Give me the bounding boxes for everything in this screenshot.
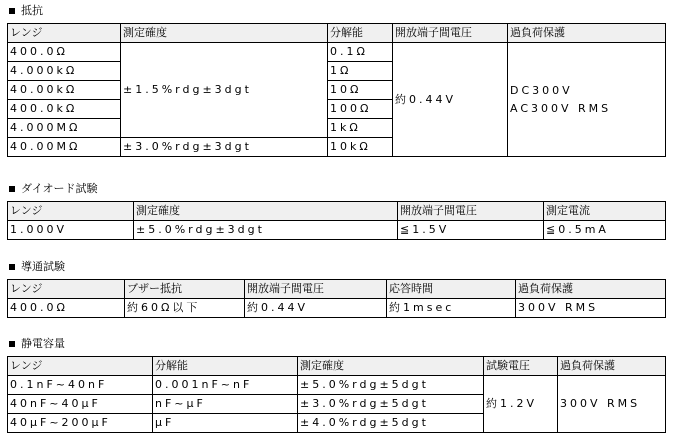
- column-header: 過負荷保護: [558, 357, 666, 376]
- section-title: 抵抗: [21, 4, 43, 17]
- current-cell: ≦0.5mA: [544, 221, 666, 240]
- column-header: 試験電圧: [484, 357, 558, 376]
- section-diode-test: [7, 181, 666, 240]
- column-header: 測定確度: [121, 24, 328, 43]
- table-header-row: [8, 24, 666, 43]
- column-header: 測定確度: [298, 357, 484, 376]
- range-cell: 40.00kΩ: [8, 81, 121, 100]
- column-header: レンジ: [8, 202, 134, 221]
- range-cell: 400.0kΩ: [8, 100, 121, 119]
- overload-cell: 300V RMS: [516, 299, 666, 318]
- accuracy-cell: ±4.0%rdg±5dgt: [298, 414, 484, 433]
- bullet-square-icon: [9, 264, 15, 270]
- bullet-square-icon: [9, 8, 15, 14]
- open-voltage-cell: 約0.44V: [393, 43, 508, 157]
- resolution-cell: nF~μF: [153, 395, 298, 414]
- column-header: 開放端子間電圧: [398, 202, 544, 221]
- section-resistance: [7, 3, 666, 157]
- column-header: 応答時間: [387, 280, 516, 299]
- capacitance-table: [7, 356, 666, 433]
- resolution-cell: 1kΩ: [328, 119, 393, 138]
- table-row: [8, 376, 666, 395]
- resolution-cell: 10kΩ: [328, 138, 393, 157]
- range-cell: 40.00MΩ: [8, 138, 121, 157]
- resolution-cell: 0.001nF~nF: [153, 376, 298, 395]
- section-capacitance: [7, 336, 666, 433]
- table-row: [8, 43, 666, 62]
- column-header: レンジ: [8, 357, 153, 376]
- resolution-cell: 100Ω: [328, 100, 393, 119]
- table-row: [8, 221, 666, 240]
- overload-cell: [508, 43, 666, 157]
- section-heading: [7, 3, 666, 19]
- section-heading: [7, 259, 666, 275]
- column-header: 開放端子間電圧: [245, 280, 387, 299]
- accuracy-cell: ±3.0%rdg±3dgt: [121, 138, 328, 157]
- table-header-row: [8, 357, 666, 376]
- column-header: 分解能: [153, 357, 298, 376]
- bullet-square-icon: [9, 186, 15, 192]
- section-heading: [7, 336, 666, 352]
- open-voltage-cell: ≦1.5V: [398, 221, 544, 240]
- column-header: 分解能: [328, 24, 393, 43]
- diode-table: [7, 201, 666, 240]
- resolution-cell: μF: [153, 414, 298, 433]
- range-cell: 1.000V: [8, 221, 134, 240]
- table-header-row: [8, 280, 666, 299]
- column-header: レンジ: [8, 280, 125, 299]
- section-heading: [7, 181, 666, 197]
- column-header: 過負荷保護: [516, 280, 666, 299]
- accuracy-cell: ±5.0%rdg±3dgt: [134, 221, 398, 240]
- column-header: 測定電流: [544, 202, 666, 221]
- resolution-cell: 10Ω: [328, 81, 393, 100]
- overload-dc: DC300V: [510, 83, 573, 97]
- section-title: 導通試験: [21, 260, 65, 273]
- continuity-table: [7, 279, 666, 318]
- resolution-cell: 0.1Ω: [328, 43, 393, 62]
- range-cell: 0.1nF~40nF: [8, 376, 153, 395]
- column-header: 開放端子間電圧: [393, 24, 508, 43]
- range-cell: 400.0Ω: [8, 43, 121, 62]
- accuracy-cell: ±5.0%rdg±5dgt: [298, 376, 484, 395]
- range-cell: 4.000kΩ: [8, 62, 121, 81]
- test-voltage-cell: 約1.2V: [484, 376, 558, 433]
- range-cell: 40μF~200μF: [8, 414, 153, 433]
- resistance-table: [7, 23, 666, 157]
- column-header: 測定確度: [134, 202, 398, 221]
- section-continuity-test: [7, 259, 666, 318]
- range-cell: 400.0Ω: [8, 299, 125, 318]
- resolution-cell: 1Ω: [328, 62, 393, 81]
- column-header: 過負荷保護: [508, 24, 666, 43]
- bullet-square-icon: [9, 341, 15, 347]
- range-cell: 40nF~40μF: [8, 395, 153, 414]
- accuracy-cell: ±1.5%rdg±3dgt: [121, 43, 328, 138]
- range-cell: 4.000MΩ: [8, 119, 121, 138]
- overload-ac: AC300V RMS: [510, 101, 612, 115]
- overload-cell: 300V RMS: [558, 376, 666, 433]
- buzzer-cell: 約60Ω以下: [125, 299, 245, 318]
- accuracy-cell: ±3.0%rdg±5dgt: [298, 395, 484, 414]
- response-time-cell: 約1msec: [387, 299, 516, 318]
- table-row: [8, 299, 666, 318]
- section-title: ダイオード試験: [21, 182, 98, 195]
- column-header: レンジ: [8, 24, 121, 43]
- open-voltage-cell: 約0.44V: [245, 299, 387, 318]
- section-title: 静電容量: [21, 337, 65, 350]
- column-header: ブザー抵抗: [125, 280, 245, 299]
- table-header-row: [8, 202, 666, 221]
